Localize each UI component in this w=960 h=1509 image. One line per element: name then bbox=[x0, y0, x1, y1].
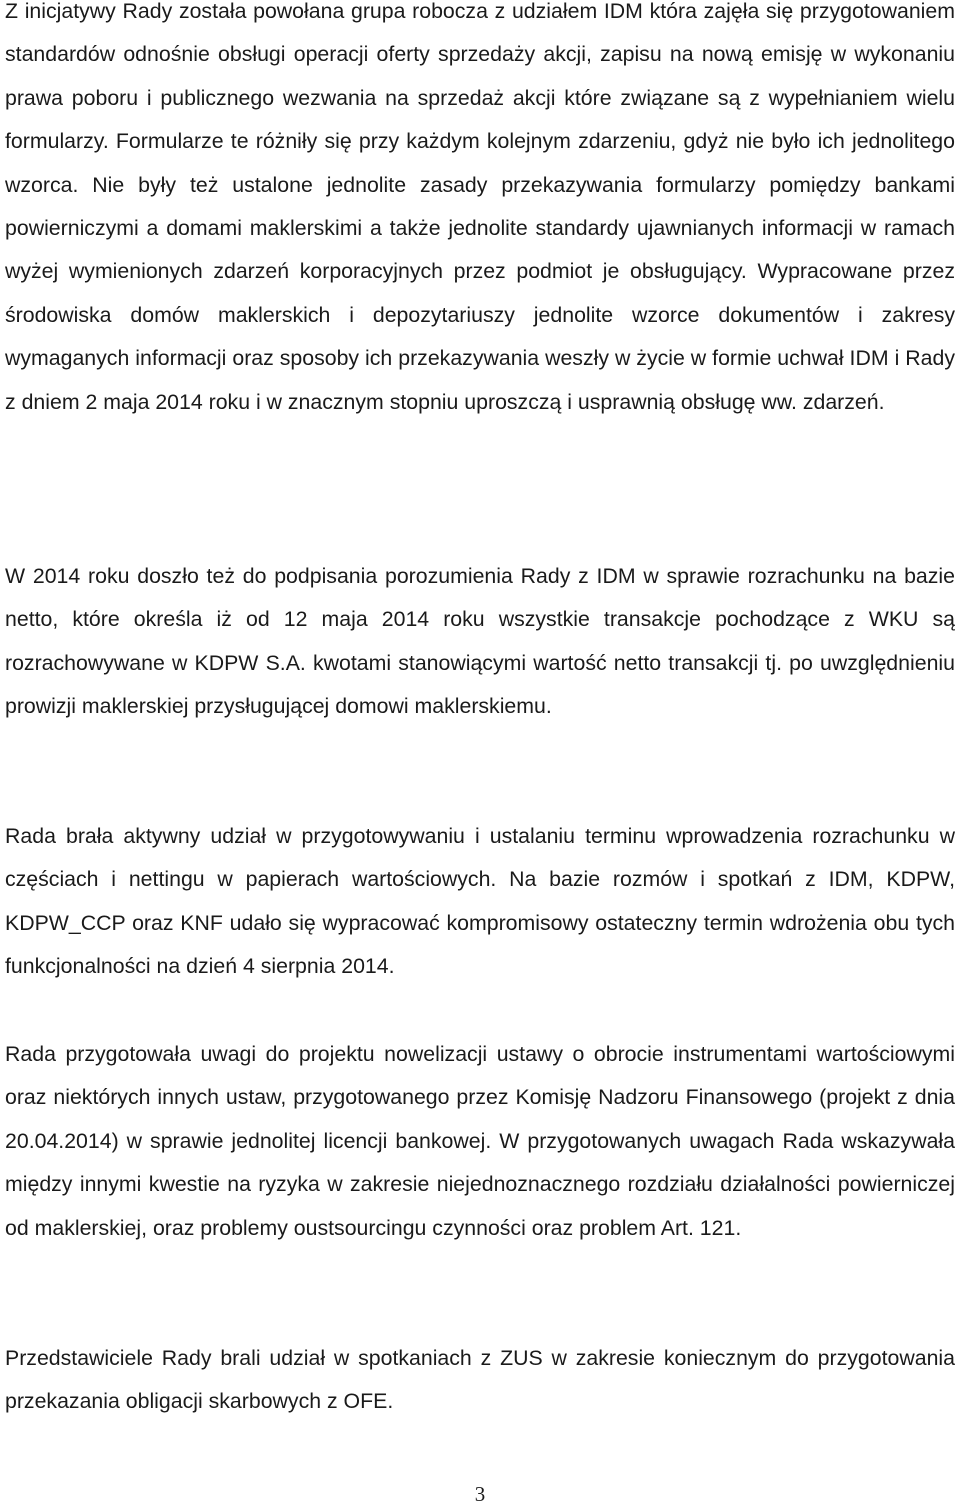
paragraph-partial-settlement: Rada brała aktywny udział w przygotowywaniu i ustalaniu terminu wprowadzenia rozrachunku w częściach i nettingu w papierach wartościowych. Na bazie rozmów i spotkań z IDM, KDPW, KDPW_CCP oraz KNF udało się wypracować kompromisowy ostateczny termin wdrożenia obu tych funkcjonalności na dzień 4 sierpnia 2014. bbox=[5, 824, 955, 979]
paragraph-zus-meetings: Przedstawiciele Rady brali udział w spotkaniach z ZUS w zakresie koniecznym do przygotowania przekazania obligacji skarbowych z OFE. bbox=[5, 1346, 955, 1414]
page-number: 3 bbox=[474, 1482, 486, 1506]
paragraph-netting-agreement: W 2014 roku doszło też do podpisania porozumienia Rady z IDM w sprawie rozrachunku na bazie netto, które określa iż od 12 maja 2014 roku wszystkie transakcje pochodzące z WKU są rozrachowywane w KDPW S.A. kwotami stanowiącymi wartość netto transakcji tj. po uwzględnieniu prowizji maklerskiej przysługującej domowi maklerskiemu. bbox=[5, 564, 955, 719]
paragraph-idm-working-group: Z inicjatywy Rady została powołana grupa robocza z udziałem IDM która zajęła się przygotowaniem standardów odnośnie obsługi operacji oferty sprzedaży akcji, zapisu na nową emisję w wykonaniu prawa poboru i publicznego wezwania na sprzedaż akcji które związane są z wypełnianiem wielu formularzy. Formularze te różniły się przy każdym kolejnym zdarzeniu, gdyż nie było ich jednolitego wzorca. Nie były też ustalone jednolite zasady przekazywania formularzy pomiędzy bankami powierniczymi a domami maklerskimi a także jednolite standardy ujawnianych informacji w ramach wyżej wymienionych zdarzeń korporacyjnych przez podmiot je obsługujący. Wypracowane przez środowiska domów maklerskich i depozytariuszy jednolite wzorce dokumentów i zakresy wymaganych informacji oraz sposoby ich przekazywania weszły w życie w formie uchwał IDM i Rady z dniem 2 maja 2014 roku i w znacznym stopniu uproszczą i usprawnią obsługę ww. zdarzeń. bbox=[5, 0, 955, 414]
paragraph-law-amendment-remarks: Rada przygotowała uwagi do projektu nowelizacji ustawy o obrocie instrumentami wartościowymi oraz niektórych innych ustaw, przygotowanego przez Komisję Nadzoru Finansowego (projekt z dnia 20.04.2014) w sprawie jednolitej licencji bankowej. W przygotowanych uwagach Rada wskazywała między innymi kwestie na ryzyka w zakresie niejednoznacznego rozdziału działalności powierniczej od maklerskiej, oraz problemy oustsourcingu czynności oraz problem Art. 121. bbox=[5, 1042, 955, 1240]
